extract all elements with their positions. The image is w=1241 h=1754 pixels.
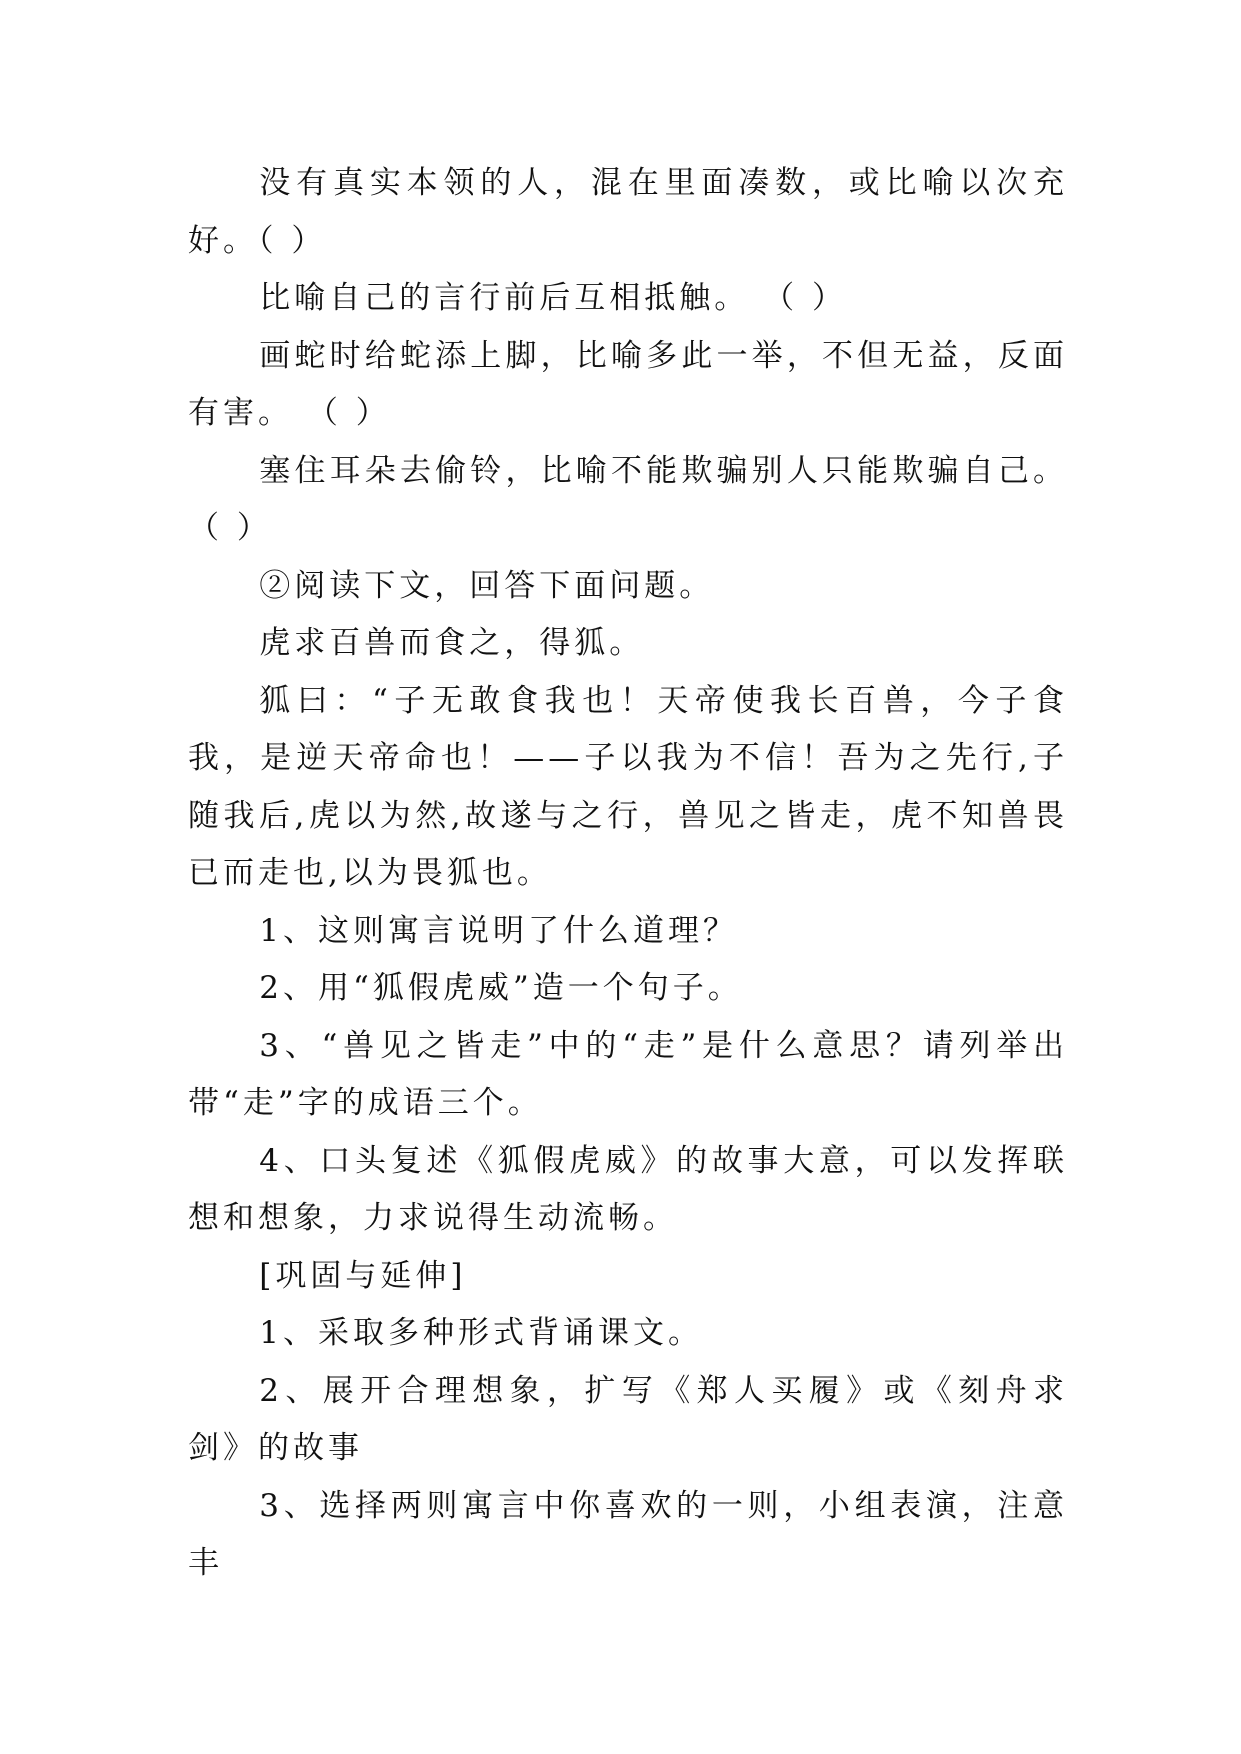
paragraph-story-opening: 虎求百兽而食之，得狐。 (259, 625, 645, 661)
paragraph-story-body: 狐曰：“子无敢食我也！天帝使我长百兽，今子食我，是逆天帝命也！——子以我为不信！吾为之先行,子随我后,虎以为然,故遂与之行，兽见之皆走，虎不知兽畏已而走也,以为畏狐也。 (188, 682, 1068, 891)
section-heading-consolidation: [巩固与延伸] (259, 1257, 467, 1294)
paragraph-extension-2: 2、展开合理想象，扩写《郑人买履》或《刻舟求剑》的故事 (188, 1372, 1068, 1466)
paragraph-extension-3: 3、选择两则寓言中你喜欢的一则，小组表演，注意丰 (188, 1487, 1068, 1581)
paragraph-reading-instruction: ②阅读下文，回答下面问题。 (259, 567, 715, 604)
paragraph-question-2: 2、用“狐假虎威”造一个句子。 (259, 970, 743, 1006)
paragraph-question-4: 4、口头复述《狐假虎威》的故事大意，可以发挥联想和想象，力求说得生动流畅。 (188, 1142, 1068, 1236)
paragraph-question-3: 3、“兽见之皆走”中的“走”是什么意思？请列举出带“走”字的成语三个。 (188, 1027, 1068, 1121)
paragraph-huashe-definition: 画蛇时给蛇添上脚，比喻多此一举，不但无益，反面有害。 （ ） (188, 337, 1068, 431)
paragraph-extension-1: 1、采取多种形式背诵课文。 (259, 1315, 704, 1351)
paragraph-yaner-definition: 塞住耳朵去偷铃，比喻不能欺骗别人只能欺骗自己。（ ） (188, 452, 1068, 546)
paragraph-question-1: 1、这则寓言说明了什么道理？ (259, 912, 739, 949)
paragraph-lanyu-definition: 没有真实本领的人，混在里面凑数，或比喻以次充好。（ ） (188, 165, 1068, 259)
document-page (188, 155, 1068, 1593)
paragraph-maodun-definition: 比喻自己的言行前后互相抵触。 （ ） (259, 280, 848, 316)
